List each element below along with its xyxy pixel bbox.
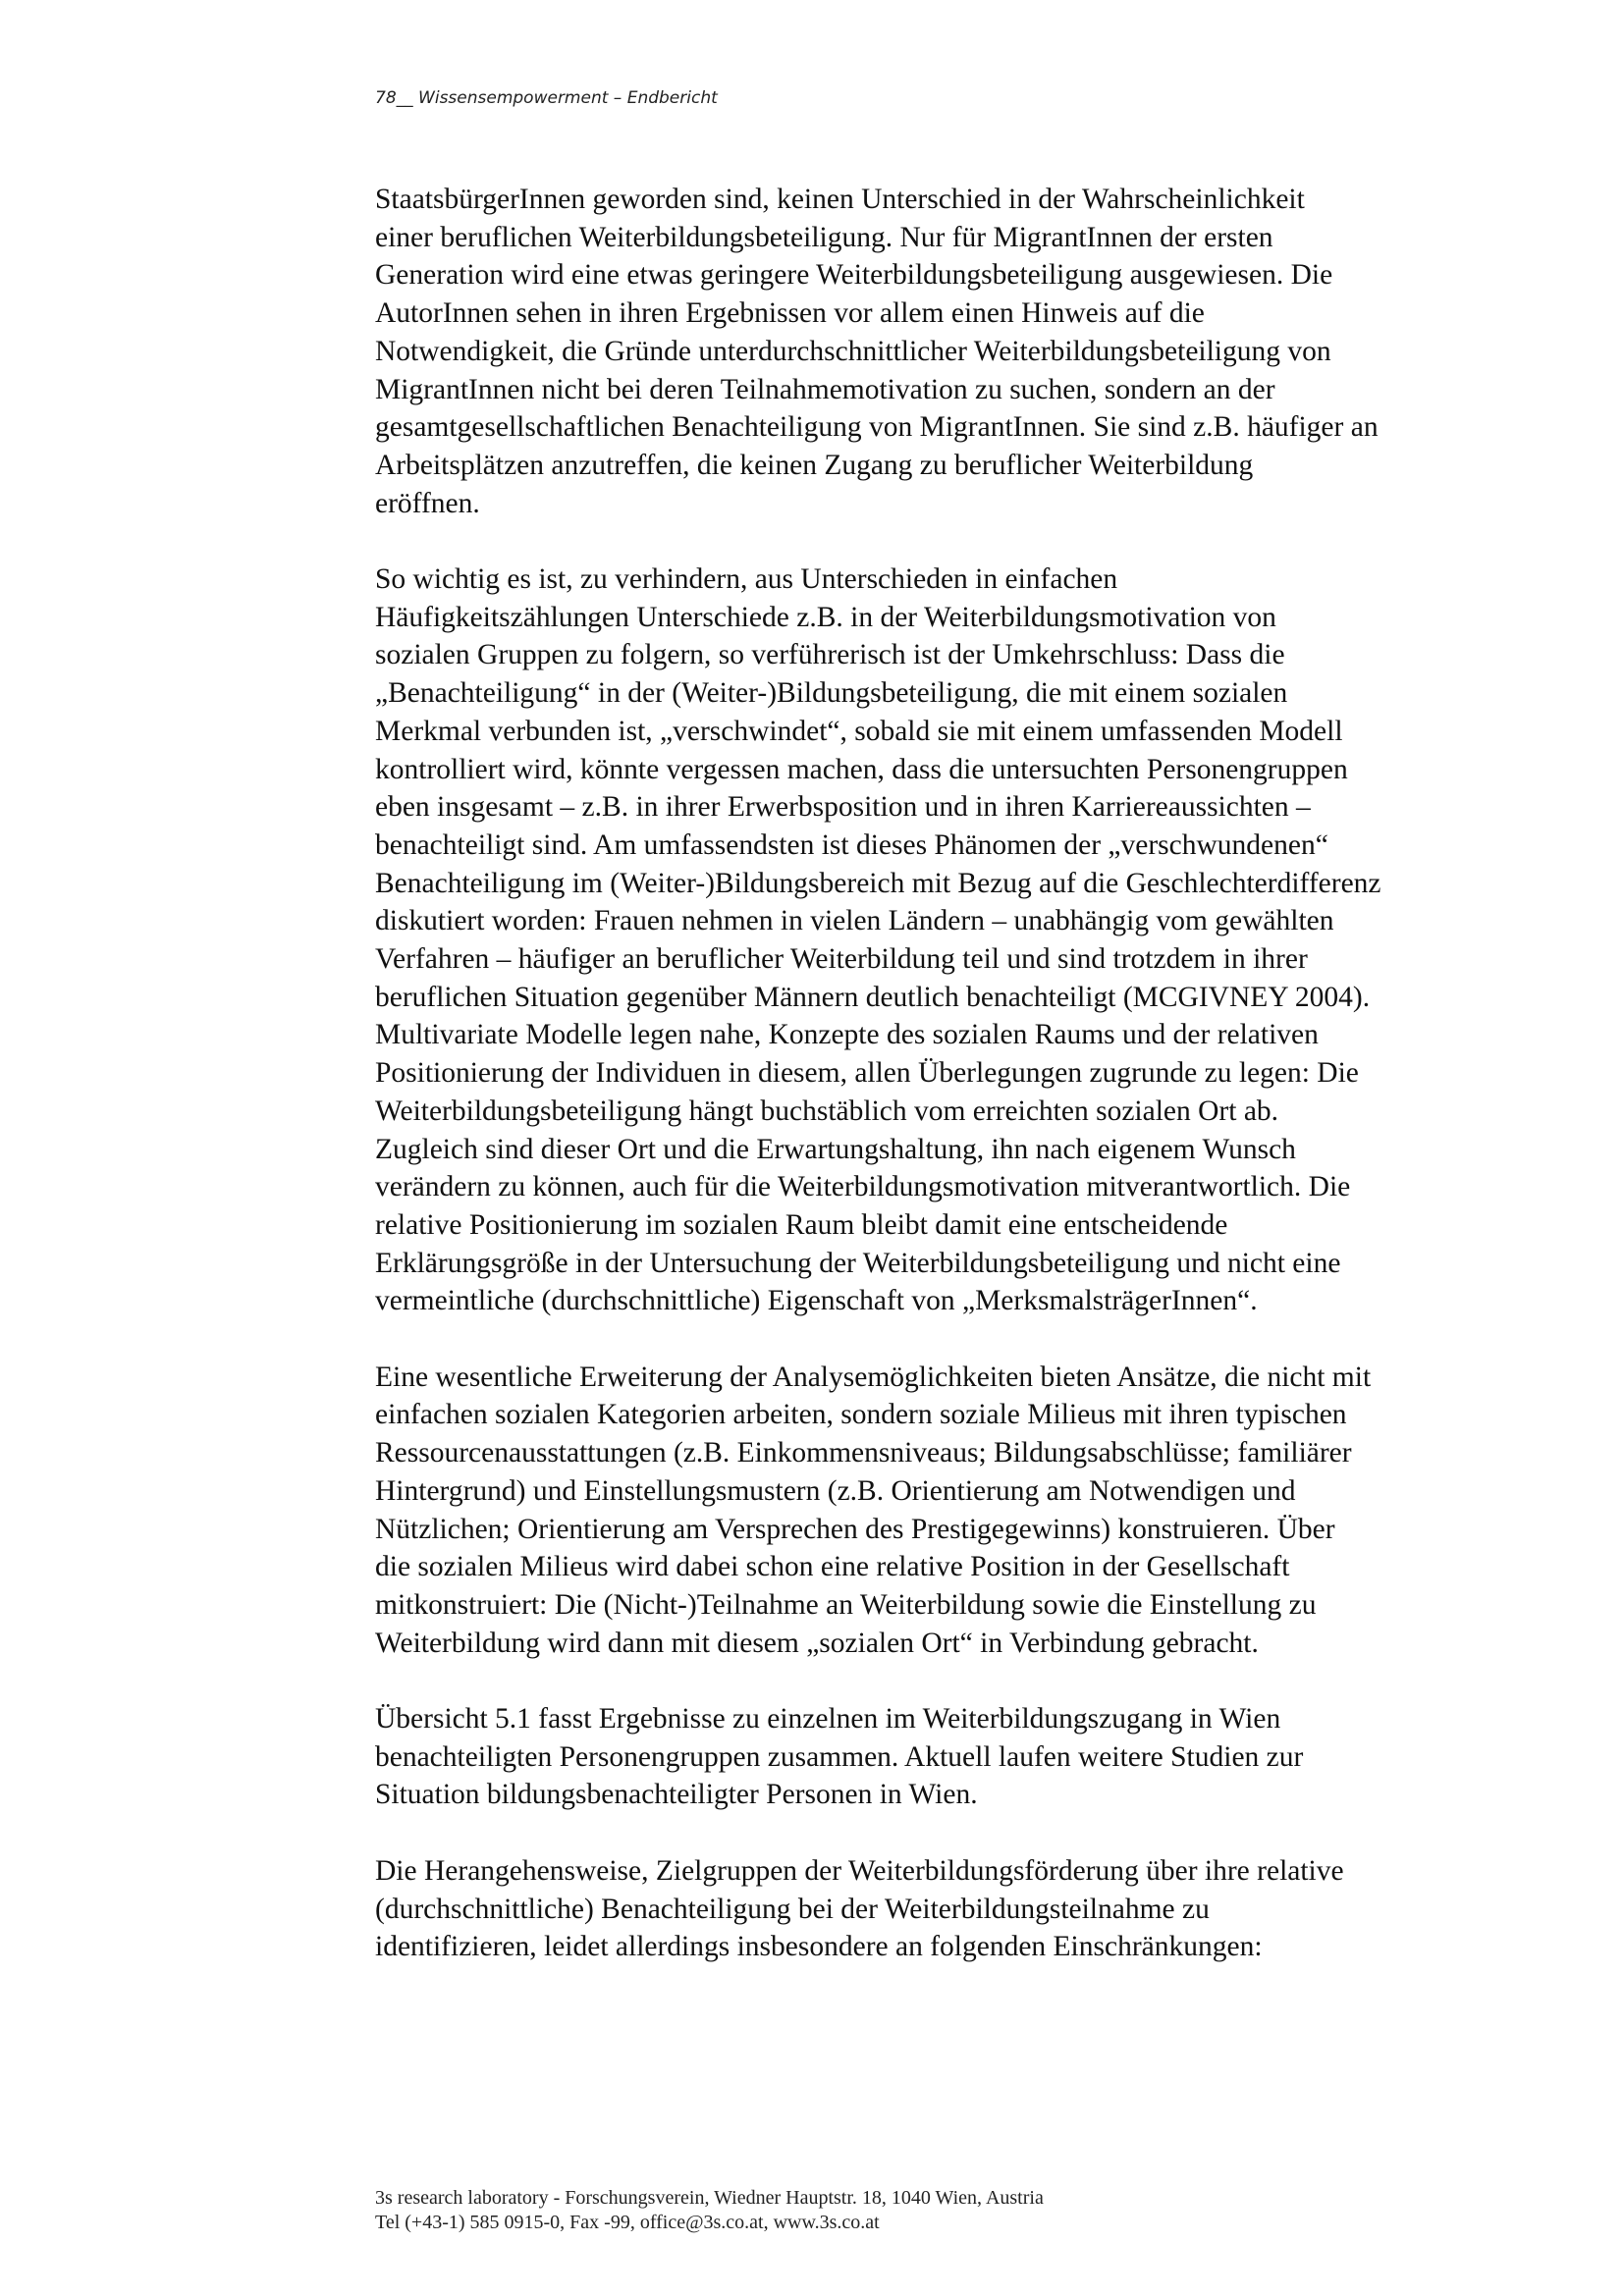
text-line: einfachen sozialen Kategorien arbeiten, sondern soziale Milieus mit ihren typischen [375, 1399, 1347, 1431]
text-line: (durchschnittliche) Benachteiligung bei der Weiterbildungsteilnahme zu [375, 1893, 1210, 1925]
text-line: Zugleich sind dieser Ort und die Erwartungshaltung, ihn nach eigenem Wunsch [375, 1133, 1296, 1165]
text-line: Übersicht 5.1 fasst Ergebnisse zu einzelnen im Weiterbildungszugang in Wien [375, 1703, 1281, 1735]
text-line: Nützlichen; Orientierung am Versprechen des Prestigegewinns) konstruieren. Über [375, 1513, 1335, 1545]
text-line: beruflichen Situation gegenüber Männern deutlich benachteiligt (MCGIVNEY 2004). [375, 981, 1371, 1013]
text-line: die sozialen Milieus wird dabei schon eine relative Position in der Gesellschaft [375, 1551, 1290, 1583]
text-line: sozialen Gruppen zu folgern, so verführerisch ist der Umkehrschluss: Dass die [375, 639, 1285, 671]
text-line: Weiterbildung wird dann mit diesem „sozialen Ort“ in Verbindung gebracht. [375, 1627, 1259, 1659]
paragraph [375, 1700, 1475, 1814]
text-line: Situation bildungsbenachteiligter Personen in Wien. [375, 1779, 978, 1811]
text-line: Positionierung der Individuen in diesem, allen Überlegungen zugrunde zu legen: Die [375, 1057, 1359, 1090]
text-line: gesamtgesellschaftlichen Benachteiligung von MigrantInnen. Sie sind z.B. häufiger an [375, 411, 1379, 444]
text-line: Ressourcenausstattungen (z.B. Einkommensniveaus; Bildungsabschlüsse; familiärer [375, 1437, 1352, 1469]
paragraph [375, 1852, 1475, 1966]
text-line: Die Herangehensweise, Zielgruppen der Weiterbildungsförderung über ihre relative [375, 1854, 1344, 1887]
text-line: Verfahren – häufiger an beruflicher Weiterbildung teil und sind trotzdem in ihrer [375, 943, 1308, 976]
text-line: Eine wesentliche Erweiterung der Analysemöglichkeiten bieten Ansätze, die nicht mit [375, 1361, 1372, 1393]
text-line: MigrantInnen nicht bei deren Teilnahmemotivation zu suchen, sondern an der [375, 373, 1275, 405]
text-line: mitkonstruiert: Die (Nicht-)Teilnahme an Weiterbildung sowie die Einstellung zu [375, 1588, 1317, 1621]
paragraph [375, 1359, 1475, 1663]
text-line: benachteiligten Personengruppen zusammen. Aktuell laufen weitere Studien zur [375, 1740, 1304, 1773]
footer-address: 3s research laboratory - Forschungsverein, Wiedner Hauptstr. 18, 1040 Wien, Austria [375, 2187, 1044, 2209]
text-line: Merkmal verbunden ist, „verschwindet“, sobald sie mit einem umfassenden Modell [375, 715, 1343, 747]
text-line: verändern zu können, auch für die Weiterbildungsmotivation mitverantwortlich. Die [375, 1171, 1351, 1203]
text-line: relative Positionierung im sozialen Raum bleibt damit eine entscheidende [375, 1208, 1228, 1241]
text-line: diskutiert worden: Frauen nehmen in vielen Ländern – unabhängig vom gewählten [375, 905, 1334, 937]
text-line: identifizieren, leidet allerdings insbesondere an folgenden Einschränkungen: [375, 1931, 1263, 1963]
text-line: Benachteiligung im (Weiter-)Bildungsbereich mit Bezug auf die Geschlechterdifferenz [375, 867, 1381, 899]
footer-contact: Tel (+43-1) 585 0915-0, Fax -99, office@3s.co.at, www.3s.co.at [375, 2212, 880, 2233]
paragraph [375, 561, 1475, 1320]
text-line: Notwendigkeit, die Gründe unterdurchschnittlicher Weiterbildungsbeteiligung von [375, 335, 1331, 367]
text-line: Hintergrund) und Einstellungsmustern (z.B. Orientierung am Notwendigen und [375, 1474, 1296, 1507]
running-header: 78__ Wissensempowerment – Endbericht [375, 88, 718, 108]
text-line: Erklärungsgröße in der Untersuchung der Weiterbildungsbeteiligung und nicht eine [375, 1247, 1341, 1279]
text-line: eröffnen. [375, 487, 480, 519]
text-line: AutorInnen sehen in ihren Ergebnissen vor allem einen Hinweis auf die [375, 297, 1205, 330]
text-line: eben insgesamt – z.B. in ihrer Erwerbsposition und in ihren Karriereaussichten – [375, 791, 1311, 824]
body-text [375, 181, 1475, 2004]
text-line: einer beruflichen Weiterbildungsbeteiligung. Nur für MigrantInnen der ersten [375, 221, 1273, 253]
text-line: Weiterbildungsbeteiligung hängt buchstäblich vom erreichten sozialen Ort ab. [375, 1095, 1279, 1127]
text-line: Häufigkeitszählungen Unterschiede z.B. in der Weiterbildungsmotivation von [375, 601, 1276, 633]
paragraph [375, 181, 1475, 522]
text-line: benachteiligt sind. Am umfassendsten ist dieses Phänomen der „verschwundenen“ [375, 828, 1328, 861]
page-footer [375, 2186, 1044, 2235]
text-line: kontrolliert wird, könnte vergessen machen, dass die untersuchten Personengruppen [375, 753, 1348, 785]
text-line: vermeintliche (durchschnittliche) Eigenschaft von „MerksmalsträgerInnen“. [375, 1285, 1258, 1317]
text-line: Multivariate Modelle legen nahe, Konzepte des sozialen Raums und der relativen [375, 1019, 1319, 1051]
text-line: Generation wird eine etwas geringere Weiterbildungsbeteiligung ausgewiesen. Die [375, 259, 1333, 292]
text-line: StaatsbürgerInnen geworden sind, keinen Unterschied in der Wahrscheinlichkeit [375, 184, 1305, 215]
text-line: Arbeitsplätzen anzutreffen, die keinen Zugang zu beruflicher Weiterbildung [375, 449, 1254, 481]
text-line: So wichtig es ist, zu verhindern, aus Unterschieden in einfachen [375, 563, 1118, 596]
text-line: „Benachteiligung“ in der (Weiter-)Bildungsbeteiligung, die mit einem sozialen [375, 677, 1288, 710]
